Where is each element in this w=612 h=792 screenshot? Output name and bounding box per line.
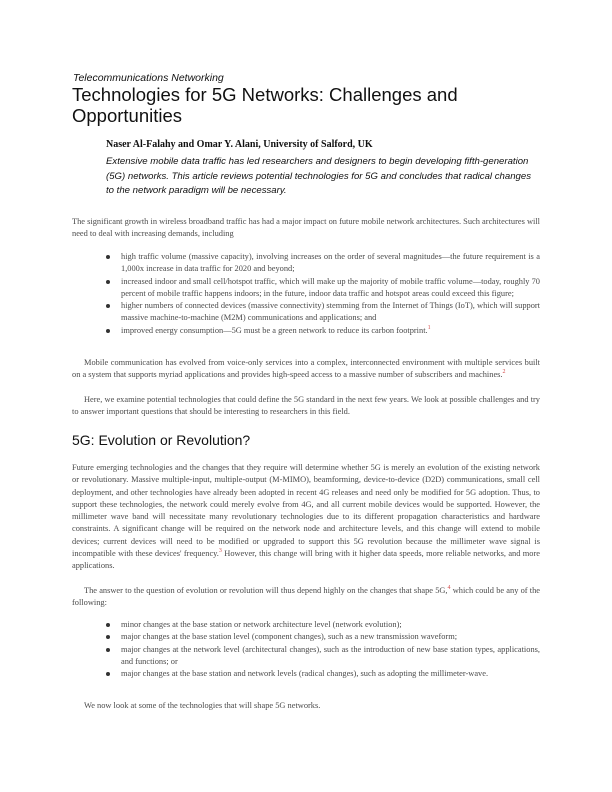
bullet-icon <box>106 648 110 652</box>
section-paragraph-1 <box>72 462 540 573</box>
list-item <box>106 276 540 301</box>
bullet-icon <box>106 280 110 284</box>
list-item <box>106 644 540 669</box>
bullet-icon <box>106 623 110 627</box>
list-item-text: major changes at the network level (architectural changes), such as the introduction of new base station types, applications, and functions; or <box>121 644 540 666</box>
list-item-text: increased indoor and small cell/hotspot traffic, which will make up the majority of mobile traffic volume—today, roughly 70 percent of mobile traffic happens indoors; in the future, indoor data traffic and hotspot areas could exceed this figure; <box>121 276 540 298</box>
paragraph-text: However, this change will bring with it higher data speeds, more reliable networks, and more applications. <box>72 549 540 571</box>
section-bullet-list <box>106 619 540 680</box>
list-item-text: improved energy consumption—5G must be a green network to reduce its carbon footprint. <box>121 325 428 335</box>
bullet-icon <box>106 329 110 333</box>
intro-paragraph-2 <box>72 357 540 382</box>
bullet-icon <box>106 304 110 308</box>
paragraph-text: which could be any of the following: <box>72 586 540 608</box>
bullet-icon <box>106 255 110 259</box>
bullet-icon <box>106 672 110 676</box>
authors: Naser Al-Falahy and Omar Y. Alani, University of Salford, UK <box>106 139 373 150</box>
section-tag: Telecommunications Networking <box>73 72 224 84</box>
intro-paragraph-1: The significant growth in wireless broadband traffic has had a major impact on future mobile network architectures. Such architectures will need to deal with increasing demands, including <box>72 217 540 239</box>
intro-bullet-list <box>106 251 540 337</box>
intro-paragraph-3: Here, we examine potential technologies that could define the 5G standard in the next few years. We look at possible challenges and try to answer important questions that should be interesting to researchers in this field. <box>72 395 540 417</box>
reference-marker[interactable]: 2 <box>502 369 506 376</box>
list-item <box>106 251 540 276</box>
list-item <box>106 325 540 337</box>
section-paragraph-2 <box>72 585 540 610</box>
list-item-text: major changes at the base station level (component changes), such as a new transmission waveform; <box>121 632 458 642</box>
paragraph-text: The answer to the question of evolution or revolution will thus depend highly on the changes that shape 5G, <box>84 586 448 595</box>
abstract: Extensive mobile data traffic has led researchers and designers to begin developing fifth-generation (5G) networks. This article reviews potential technologies for 5G and concludes that radical changes to the network paradigm will be necessary. <box>106 156 532 196</box>
reference-marker[interactable]: 4 <box>447 585 451 592</box>
section-paragraph-3: We now look at some of the technologies that will shape 5G networks. <box>84 701 321 710</box>
reference-marker[interactable]: 1 <box>427 324 431 331</box>
section-heading: 5G: Evolution or Revolution? <box>72 432 251 448</box>
article-title: Technologies for 5G Networks: Challenges and Opportunities <box>72 84 458 126</box>
list-item <box>106 619 540 631</box>
list-item-text: major changes at the base station and network levels (radical changes), such as adopting the millimeter-wave. <box>121 669 489 679</box>
paragraph-text: Future emerging technologies and the changes that they require will determine whether 5G is merely an evolution of the existing network or revolutionary. Massive multiple-input, multiple-output (M-MIMO), beamforming, device-to-device (D2D) communications, small cell deployment, and other technologies have already been adopted in recent 4G releases and need only be modified for 5G adoption. Thus, to support these technologies, the network could merely evolve from 4G, and all current mobile devices would be supported. However, the millimeter wave band will necessitate many revolutionary technologies due to its different propagation characteristics and hardware constraints. A significant change will be required on the network node and architecture levels, and this change will extend to mobile devices; current devices will need to be modified or upgraded to support this 5G revolution because the millimeter wave signal is incompatible with these devices' frequency. <box>72 463 540 559</box>
list-item-text: high traffic volume (massive capacity), involving increases on the order of several magnitudes—the future requirement is a 1,000x increase in data traffic for 2020 and beyond; <box>121 252 540 274</box>
list-item <box>106 631 540 643</box>
paragraph-text: Mobile communication has evolved from voice-only services into a complex, interconnected environment with multiple services built on a system that supports myriad applications and provides high-speed access to a massive number of subscribers and machines. <box>72 358 540 380</box>
list-item <box>106 668 540 680</box>
reference-marker[interactable]: 3 <box>218 548 222 555</box>
bullet-icon <box>106 635 110 639</box>
list-item-text: higher numbers of connected devices (massive connectivity) stemming from the Internet of Things (IoT), which will support massive machine-to-machine (M2M) communications and applications; and <box>121 301 540 323</box>
list-item <box>106 300 540 325</box>
list-item-text: minor changes at the base station or network architecture level (network evolution); <box>121 620 402 629</box>
